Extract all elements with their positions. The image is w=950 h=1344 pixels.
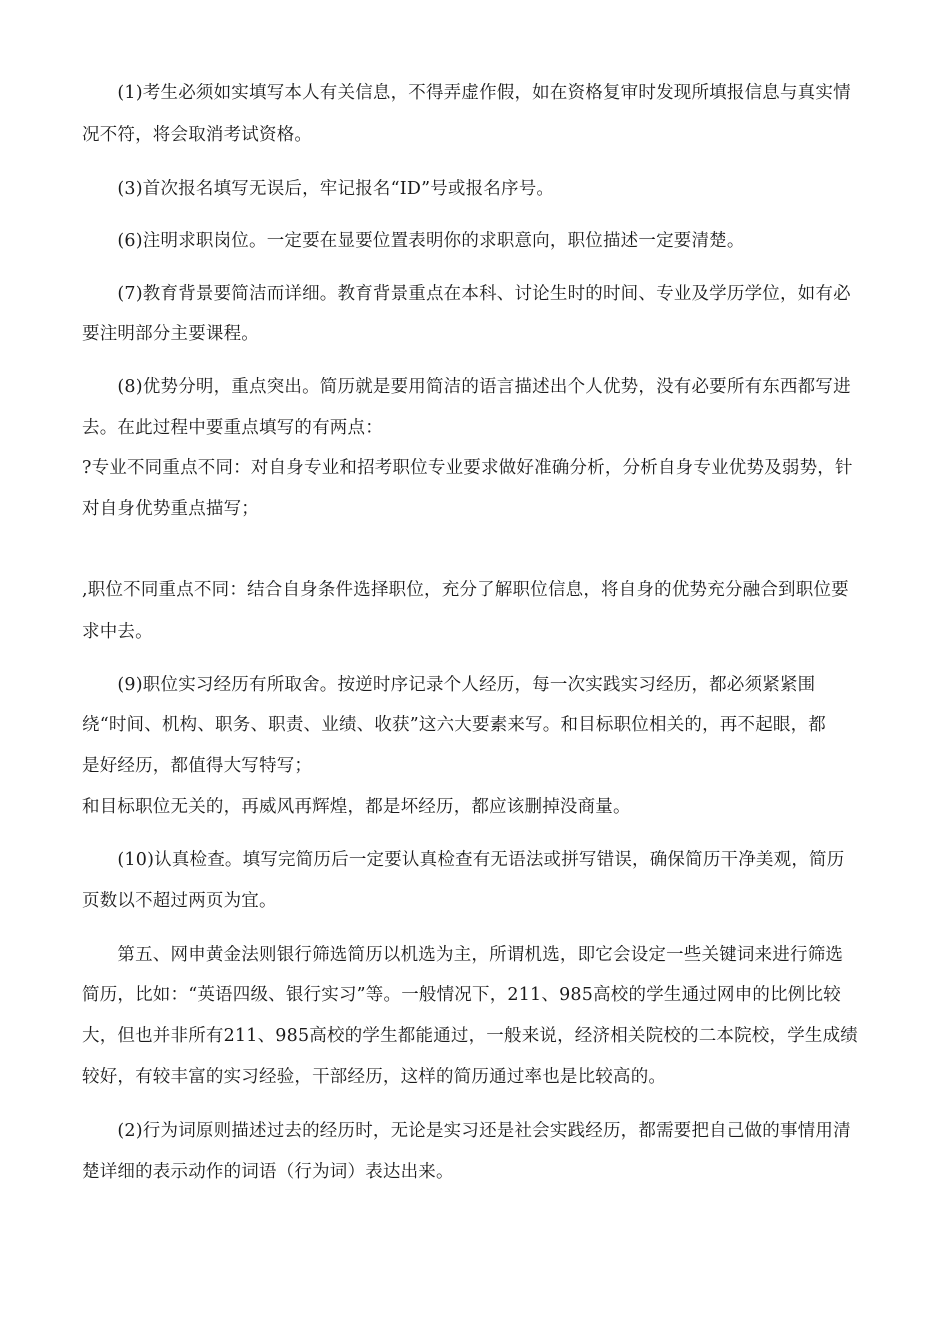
text-line: 去。在此过程中要重点填写的有两点： xyxy=(82,418,383,438)
text-line: (8)优势分明，重点突出。简历就是要用简洁的语言描述出个人优势，没有必要所有东西都写进 xyxy=(82,377,851,397)
text-line: ,职位不同重点不同：结合自身条件选择职位，充分了解职位信息，将自身的优势充分融合到职位要 xyxy=(82,580,849,600)
text-line: (6)注明求职岗位。一定要在显要位置表明你的求职意向，职位描述一定要清楚。 xyxy=(82,231,745,251)
text-line: (1)考生必须如实填写本人有关信息，不得弄虚作假，如在资格复审时发现所填报信息与真实情 xyxy=(82,83,851,103)
text-line: ?专业不同重点不同：对自身专业和招考职位专业要求做好准确分析，分析自身专业优势及弱势，针 xyxy=(82,458,853,478)
text-line: (3)首次报名填写无误后，牢记报名“ID”号或报名序号。 xyxy=(82,179,555,199)
text-line: (9)职位实习经历有所取舍。按逆时序记录个人经历，每一次实践实习经历，都必须紧紧围 xyxy=(82,675,816,695)
text-line: 要注明部分主要课程。 xyxy=(82,324,259,344)
text-line: 是好经历，都值得大写特写； xyxy=(82,756,313,776)
text-line: (10)认真检查。填写完简历后一定要认真检查有无语法或拼写错误，确保简历干净美观，简历 xyxy=(82,850,845,870)
text-line: 简历，比如：“英语四级、银行实习”等。一般情况下，211、985高校的学生通过网申的比例比较 xyxy=(82,985,841,1005)
text-line: 大，但也并非所有211、985高校的学生都能通过，一般来说，经济相关院校的二本院校，学生成绩 xyxy=(82,1026,859,1046)
text-line: 绕“时间、机构、职务、职责、业绩、收获”这六大要素来写。和目标职位相关的，再不起眼，都 xyxy=(82,715,826,735)
text-line: 和目标职位无关的，再威风再辉煌，都是坏经历，都应该删掉没商量。 xyxy=(82,797,631,817)
text-line: 对自身优势重点描写； xyxy=(82,499,259,519)
text-line: 楚详细的表示动作的词语（行为词）表达出来。 xyxy=(82,1162,454,1182)
text-line: 第五、网申黄金法则银行筛选简历以机选为主，所谓机选，即它会设定一些关键词来进行筛选 xyxy=(82,945,844,965)
text-line: 况不符，将会取消考试资格。 xyxy=(82,125,313,145)
text-line: 较好，有较丰富的实习经验，干部经历，这样的简历通过率也是比较高的。 xyxy=(82,1067,667,1087)
text-line: (7)教育背景要简洁而详细。教育背景重点在本科、讨论生时的时间、专业及学历学位，如有必 xyxy=(82,284,851,304)
text-line: 求中去。 xyxy=(82,622,153,642)
text-line: (2)行为词原则描述过去的经历时，无论是实习还是社会实践经历，都需要把自己做的事情用清 xyxy=(82,1121,851,1141)
text-line: 页数以不超过两页为宜。 xyxy=(82,891,277,911)
